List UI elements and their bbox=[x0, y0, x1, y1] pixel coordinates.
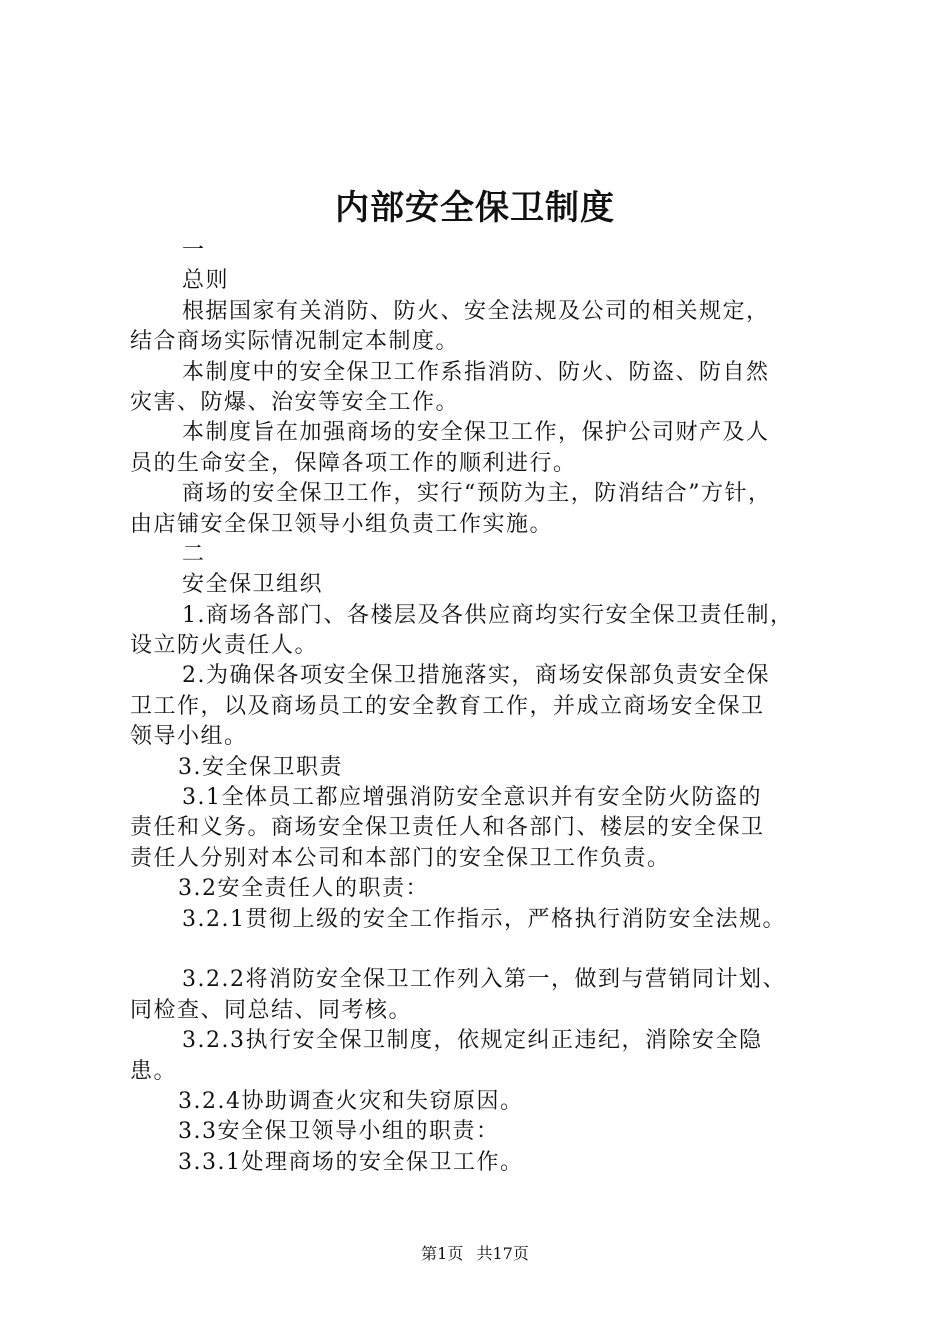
body-line: 3.3.1处理商场的安全保卫工作。 bbox=[178, 1149, 524, 1175]
body-line: 领导小组。 bbox=[130, 724, 248, 750]
page-footer bbox=[0, 1242, 950, 1266]
body-line: 二 bbox=[182, 541, 206, 567]
body-line: 由店铺安全保卫领导小组负责工作实施。 bbox=[130, 511, 554, 537]
body-line: 员的生命安全，保障各项工作的顺利进行。 bbox=[130, 450, 577, 476]
body-line: 本制度中的安全保卫工作系指消防、防火、防盗、防自然 bbox=[182, 359, 770, 385]
page-number: 第1页 bbox=[421, 1244, 464, 1263]
body-line: 3.1全体员工都应增强消防安全意识并有安全防火防盗的 bbox=[182, 785, 762, 811]
body-line: 结合商场实际情况制定本制度。 bbox=[130, 329, 460, 355]
body-line: 3.2.4协助调查火灾和失窃原因。 bbox=[178, 1088, 524, 1114]
body-line: 根据国家有关消防、防火、安全法规及公司的相关规定， bbox=[182, 298, 770, 324]
document-body bbox=[130, 236, 850, 1178]
body-line: 灾害、防爆、治安等安全工作。 bbox=[130, 389, 460, 415]
body-line: 1.商场各部门、各楼层及各供应商均实行安全保卫责任制， bbox=[182, 602, 794, 628]
body-line bbox=[130, 935, 850, 965]
body-line: 设立防火责任人。 bbox=[130, 633, 319, 659]
body-line: 3.2.1贯彻上级的安全工作指示，严格执行消防安全法规。 bbox=[182, 906, 786, 932]
body-line: 商场的安全保卫工作，实行“预防为主，防消结合”方针， bbox=[182, 481, 772, 507]
body-line: 同检查、同总结、同考核。 bbox=[130, 997, 413, 1023]
body-line: 安全保卫组织 bbox=[182, 572, 324, 598]
body-line: 2.为确保各项安全保卫措施落实，商场安保部负责安全保 bbox=[182, 663, 770, 689]
body-line: 3.3安全保卫领导小组的职责： bbox=[178, 1119, 500, 1145]
body-line: 一 bbox=[182, 238, 206, 263]
body-line: 3.2.2将消防安全保卫工作列入第一，做到与营销同计划、 bbox=[182, 967, 786, 993]
body-line: 3.2安全责任人的职责： bbox=[178, 876, 429, 902]
body-line: 患。 bbox=[130, 1058, 178, 1084]
body-line: 3.安全保卫职责 bbox=[178, 754, 343, 780]
body-line: 3.2.3执行安全保卫制度，依规定纠正违纪，消除安全隐 bbox=[182, 1028, 763, 1054]
body-line: 总则 bbox=[182, 268, 230, 294]
page-total: 共17页 bbox=[476, 1244, 529, 1263]
document-title: 内部安全保卫制度 bbox=[335, 188, 615, 228]
body-line: 卫工作，以及商场员工的安全教育工作，并成立商场安全保卫 bbox=[130, 693, 765, 719]
body-line: 本制度旨在加强商场的安全保卫工作，保护公司财产及人 bbox=[182, 420, 770, 446]
body-line: 责任和义务。商场安全保卫责任人和各部门、楼层的安全保卫 bbox=[130, 815, 765, 841]
body-line: 责任人分别对本公司和本部门的安全保卫工作负责。 bbox=[130, 845, 671, 871]
